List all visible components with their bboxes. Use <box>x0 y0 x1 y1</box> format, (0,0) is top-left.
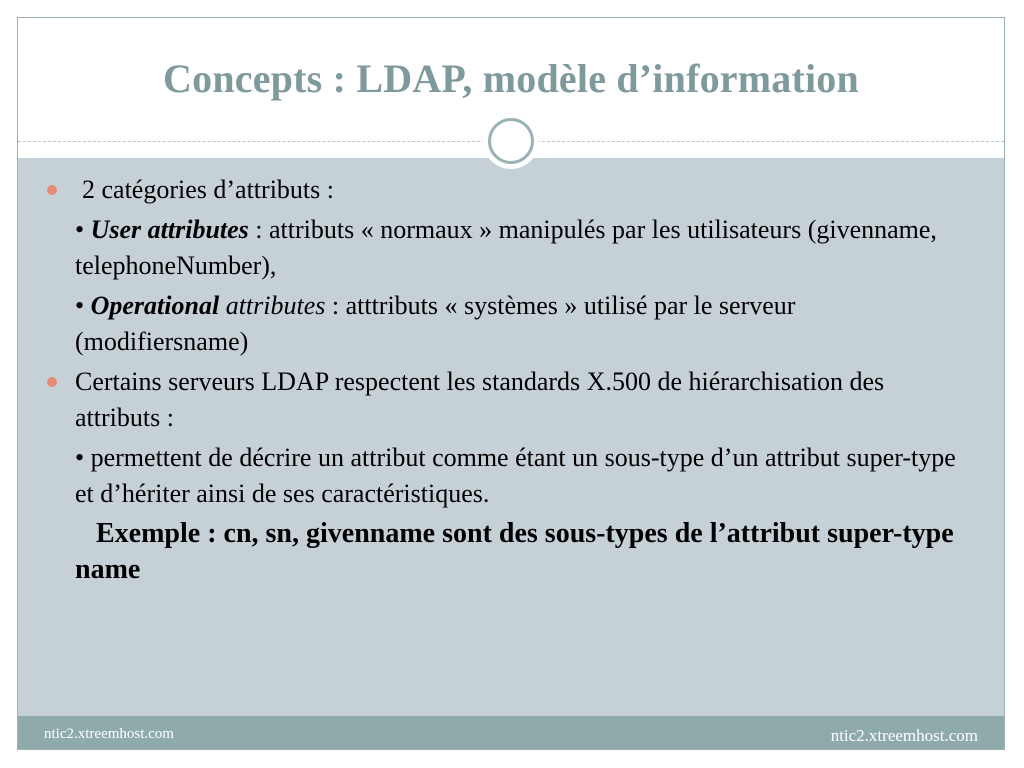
footer-right-url: ntic2.xtreemhost.com <box>830 726 978 745</box>
operational-attributes-text: : atttributs « systèmes » utilisé par le serveur (modifiersname) <box>75 291 796 356</box>
operational-term: Operational <box>90 291 220 320</box>
permettent-text: • permettent de décrire un attribut comme étant un sous-type d’un attribut super-type et d’hériter ainsi de ses caractéristiques. <box>75 443 956 508</box>
slide-title: Concepts : LDAP, modèle d’information <box>163 56 859 101</box>
slide-content <box>44 172 974 588</box>
operational-attributes-item <box>44 288 974 360</box>
user-bullet-mark: • <box>75 215 91 244</box>
categories-text: 2 catégories d’attributs : <box>82 175 334 204</box>
bullet-icon <box>47 377 57 387</box>
oper-bullet-mark: • <box>75 291 91 320</box>
bullet-icon <box>47 185 57 195</box>
user-attributes-item <box>44 212 974 284</box>
bullet-categories <box>44 172 974 208</box>
footer-left-url: ntic2.xtreemhost.com <box>44 726 174 742</box>
example-text: Exemple : cn, sn, givenname sont des sous-types de l’attribut super-type name <box>75 518 961 585</box>
circle-ornament-icon <box>488 118 534 164</box>
user-attributes-term: User attributes <box>90 215 249 244</box>
operational-term-suffix: attributes <box>219 291 326 320</box>
user-attributes-text: : attributs « normaux » manipulés par les utilisateurs (givenname, telephoneNumber), <box>75 215 937 280</box>
x500-text: Certains serveurs LDAP respectent les standards X.500 de hiérarchisation des attributs : <box>75 367 885 432</box>
permettent-item <box>44 440 974 512</box>
bullet-x500 <box>44 364 974 436</box>
